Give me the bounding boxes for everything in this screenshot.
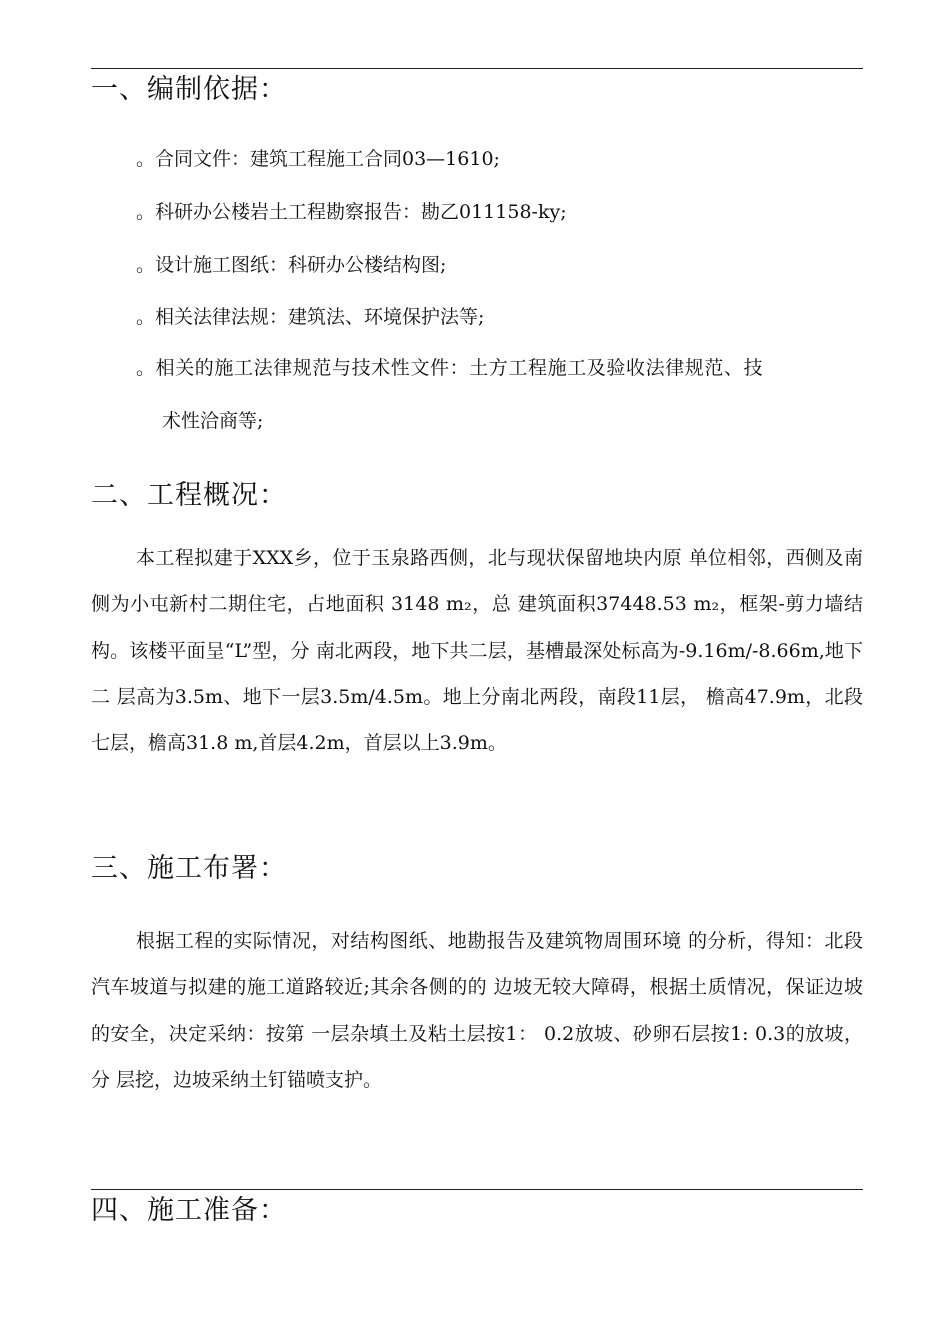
deployment-paragraph: 根据工程的实际情况，对结构图纸、地勘报告及建筑物周围环境 的分析，得知：北段汽车坡道与拟建的施工道路较近;其余各侧的的 边坡无较大障碍，根据土质情况，保证边坡的安全，决定采纳：按第 一层杂填土及粘土层按1： 0.2放坡、砂卵石层按1: 0.3的放坡，分 层挖，边坡采纳土钉锚喷支护。 xyxy=(91,930,863,1091)
section-rule xyxy=(91,1189,863,1190)
basis-item-standards-continuation: 术性洽商等; xyxy=(162,410,264,432)
section-heading-overview: 二、工程概况： xyxy=(91,480,287,511)
basis-item-laws: 。相关法律法规：建筑法、环境保护法等; xyxy=(136,306,485,328)
section-heading-deployment: 三、施工布署： xyxy=(91,853,287,884)
basis-item-standards: 。相关的施工法律规范与技术性文件：土方工程施工及验收法律规范、技 xyxy=(136,357,764,379)
basis-item-drawings: 。设计施工图纸：科研办公楼结构图; xyxy=(136,254,447,276)
basis-item-contract: 。合同文件：建筑工程施工合同03—1610; xyxy=(136,148,500,170)
basis-item-survey-report: 。科研办公楼岩土工程勘察报告：勘乙011158-ky; xyxy=(136,201,567,223)
section-heading-preparation: 四、施工准备： xyxy=(91,1195,287,1226)
overview-paragraph: 本工程拟建于XXX乡，位于玉泉路西侧，北与现状保留地块内原 单位相邻，西侧及南侧为小屯新村二期住宅，占地面积 3148 m₂，总 建筑面积37448.53 m₂，框架-剪力墙结构。该楼平面呈“L”型，分 南北两段，地下共二层，基槽最深处标高为-9.16m/-8.66m,地下二 层高为3.5m、地下一层3.5m/4.5m。地上分南北两段，南段11层， 檐高47.9m，北段七层，檐高31.8 m,首层4.2m，首层以上3.9m。 xyxy=(91,547,863,755)
top-rule xyxy=(91,68,863,69)
section-heading-basis: 一、编制依据： xyxy=(91,74,287,105)
